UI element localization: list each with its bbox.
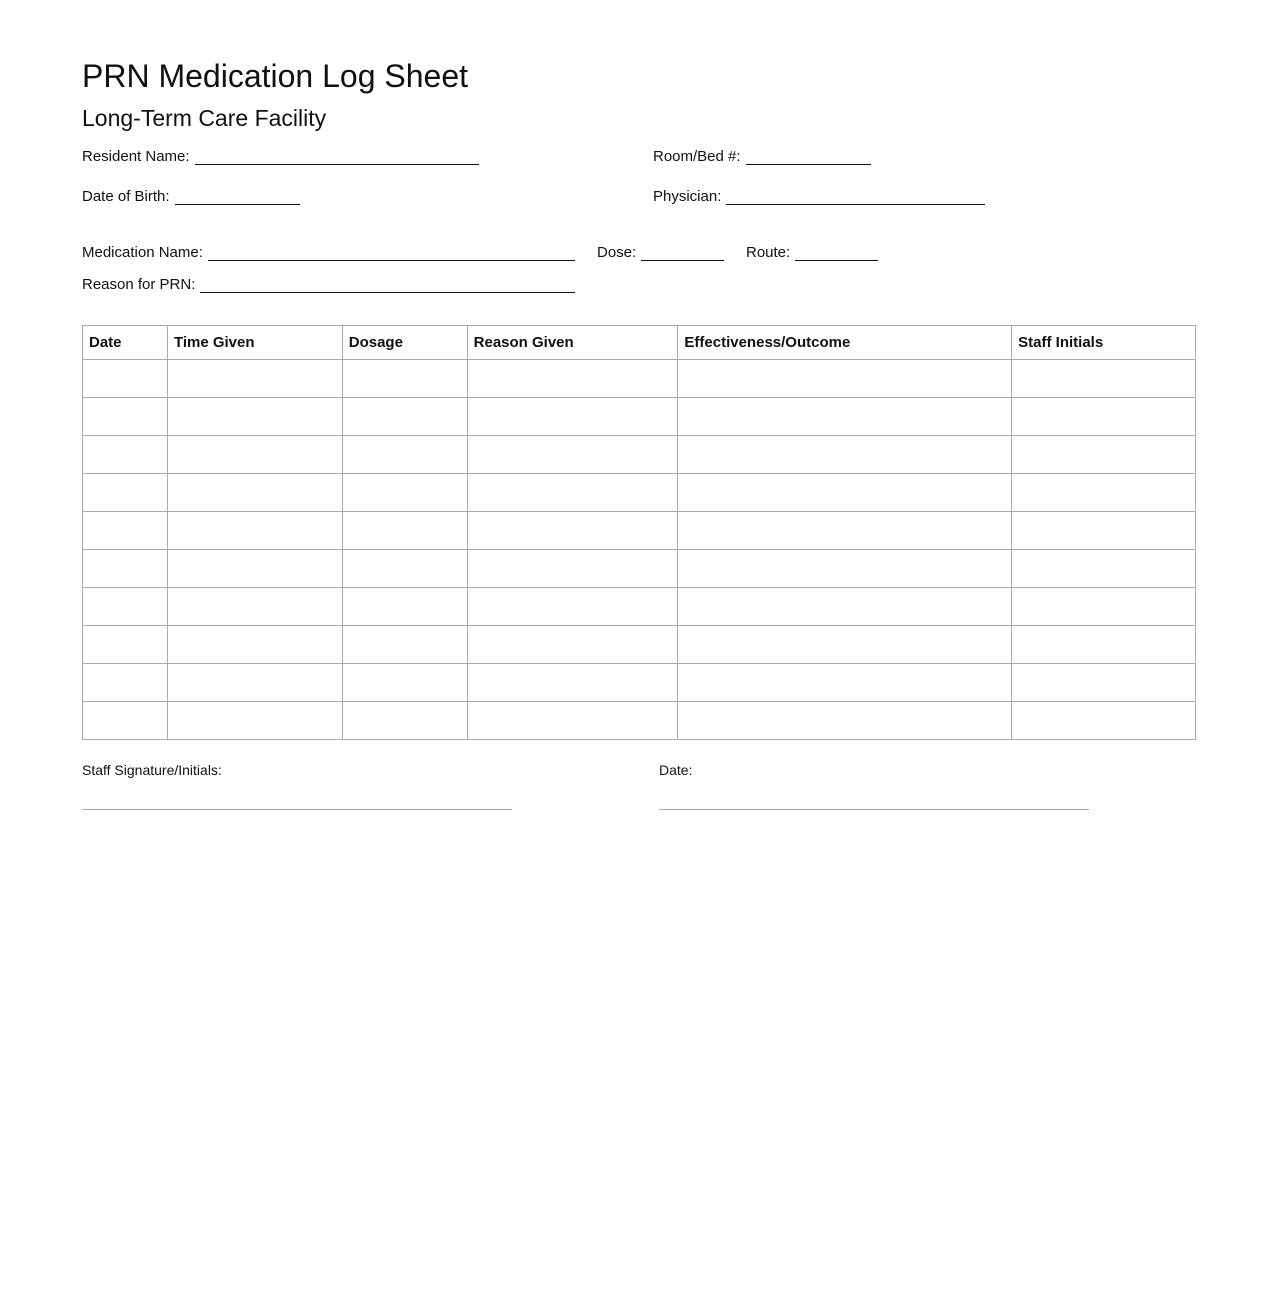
table-row	[83, 664, 1196, 702]
cell-dosage[interactable]	[342, 474, 467, 512]
cell-effectiveness[interactable]	[678, 664, 1012, 702]
page-subtitle: Long-Term Care Facility	[82, 105, 327, 131]
dob-field[interactable]	[82, 188, 300, 205]
table-header-row	[83, 326, 1196, 360]
physician-label: Physician:	[653, 188, 722, 205]
cell-date[interactable]	[83, 398, 168, 436]
cell-date[interactable]	[83, 474, 168, 512]
cell-time-given[interactable]	[167, 702, 342, 740]
cell-staff-initials[interactable]	[1012, 512, 1196, 550]
room-bed-blank[interactable]	[746, 150, 871, 165]
cell-date[interactable]	[83, 588, 168, 626]
reason-prn-field[interactable]	[82, 276, 575, 293]
route-field[interactable]	[746, 244, 878, 261]
cell-date[interactable]	[83, 436, 168, 474]
staff-signature-label: Staff Signature/Initials:	[82, 762, 222, 778]
cell-effectiveness[interactable]	[678, 626, 1012, 664]
cell-effectiveness[interactable]	[678, 360, 1012, 398]
cell-effectiveness[interactable]	[678, 474, 1012, 512]
cell-reason-given[interactable]	[467, 474, 678, 512]
cell-staff-initials[interactable]	[1012, 550, 1196, 588]
cell-effectiveness[interactable]	[678, 588, 1012, 626]
dose-label: Dose:	[597, 244, 637, 261]
medication-log-table	[82, 325, 1196, 740]
cell-dosage[interactable]	[342, 436, 467, 474]
cell-reason-given[interactable]	[467, 626, 678, 664]
cell-staff-initials[interactable]	[1012, 664, 1196, 702]
physician-field[interactable]	[653, 188, 985, 205]
medication-name-blank[interactable]	[208, 246, 575, 261]
cell-date[interactable]	[83, 360, 168, 398]
dose-field[interactable]	[597, 244, 724, 261]
cell-time-given[interactable]	[167, 436, 342, 474]
dose-blank[interactable]	[641, 246, 724, 261]
route-label: Route:	[746, 244, 791, 261]
cell-date[interactable]	[83, 626, 168, 664]
staff-signature-line[interactable]	[82, 809, 512, 810]
header-reason-given: Reason Given	[467, 326, 678, 360]
cell-dosage[interactable]	[342, 550, 467, 588]
header-time-given: Time Given	[167, 326, 342, 360]
cell-staff-initials[interactable]	[1012, 474, 1196, 512]
resident-name-blank[interactable]	[195, 150, 479, 165]
dob-blank[interactable]	[175, 190, 300, 205]
cell-staff-initials[interactable]	[1012, 588, 1196, 626]
cell-reason-given[interactable]	[467, 550, 678, 588]
cell-reason-given[interactable]	[467, 360, 678, 398]
page-title: PRN Medication Log Sheet	[82, 58, 468, 94]
cell-reason-given[interactable]	[467, 512, 678, 550]
cell-date[interactable]	[83, 702, 168, 740]
cell-dosage[interactable]	[342, 512, 467, 550]
table-row	[83, 360, 1196, 398]
cell-staff-initials[interactable]	[1012, 626, 1196, 664]
cell-dosage[interactable]	[342, 588, 467, 626]
cell-staff-initials[interactable]	[1012, 702, 1196, 740]
cell-reason-given[interactable]	[467, 702, 678, 740]
room-bed-label: Room/Bed #:	[653, 148, 741, 165]
table-row	[83, 626, 1196, 664]
cell-dosage[interactable]	[342, 360, 467, 398]
room-bed-field[interactable]	[653, 148, 871, 165]
header-staff-initials: Staff Initials	[1012, 326, 1196, 360]
table-row	[83, 398, 1196, 436]
cell-staff-initials[interactable]	[1012, 436, 1196, 474]
cell-reason-given[interactable]	[467, 398, 678, 436]
cell-reason-given[interactable]	[467, 588, 678, 626]
cell-time-given[interactable]	[167, 360, 342, 398]
cell-staff-initials[interactable]	[1012, 398, 1196, 436]
route-blank[interactable]	[795, 246, 878, 261]
cell-staff-initials[interactable]	[1012, 360, 1196, 398]
cell-dosage[interactable]	[342, 664, 467, 702]
table-row	[83, 588, 1196, 626]
footer-date-line[interactable]	[659, 809, 1089, 810]
cell-effectiveness[interactable]	[678, 550, 1012, 588]
cell-time-given[interactable]	[167, 398, 342, 436]
table-row	[83, 550, 1196, 588]
footer-date-label: Date:	[659, 762, 693, 778]
cell-reason-given[interactable]	[467, 436, 678, 474]
table-row	[83, 436, 1196, 474]
cell-time-given[interactable]	[167, 550, 342, 588]
cell-time-given[interactable]	[167, 626, 342, 664]
cell-time-given[interactable]	[167, 664, 342, 702]
header-date: Date	[83, 326, 168, 360]
cell-reason-given[interactable]	[467, 664, 678, 702]
cell-effectiveness[interactable]	[678, 436, 1012, 474]
cell-effectiveness[interactable]	[678, 702, 1012, 740]
cell-date[interactable]	[83, 550, 168, 588]
cell-effectiveness[interactable]	[678, 398, 1012, 436]
reason-prn-blank[interactable]	[200, 278, 575, 293]
table-row	[83, 474, 1196, 512]
medication-name-field[interactable]	[82, 244, 575, 261]
cell-dosage[interactable]	[342, 626, 467, 664]
cell-date[interactable]	[83, 512, 168, 550]
cell-time-given[interactable]	[167, 512, 342, 550]
cell-dosage[interactable]	[342, 398, 467, 436]
header-effectiveness: Effectiveness/Outcome	[678, 326, 1012, 360]
medication-name-label: Medication Name:	[82, 244, 203, 261]
table-row	[83, 512, 1196, 550]
cell-date[interactable]	[83, 664, 168, 702]
cell-time-given[interactable]	[167, 588, 342, 626]
header-dosage: Dosage	[342, 326, 467, 360]
reason-prn-label: Reason for PRN:	[82, 276, 196, 293]
table-row	[83, 702, 1196, 740]
cell-time-given[interactable]	[167, 474, 342, 512]
cell-dosage[interactable]	[342, 702, 467, 740]
resident-name-field[interactable]	[82, 148, 479, 165]
resident-name-label: Resident Name:	[82, 148, 190, 165]
cell-effectiveness[interactable]	[678, 512, 1012, 550]
dob-label: Date of Birth:	[82, 188, 170, 205]
physician-blank[interactable]	[726, 190, 985, 205]
